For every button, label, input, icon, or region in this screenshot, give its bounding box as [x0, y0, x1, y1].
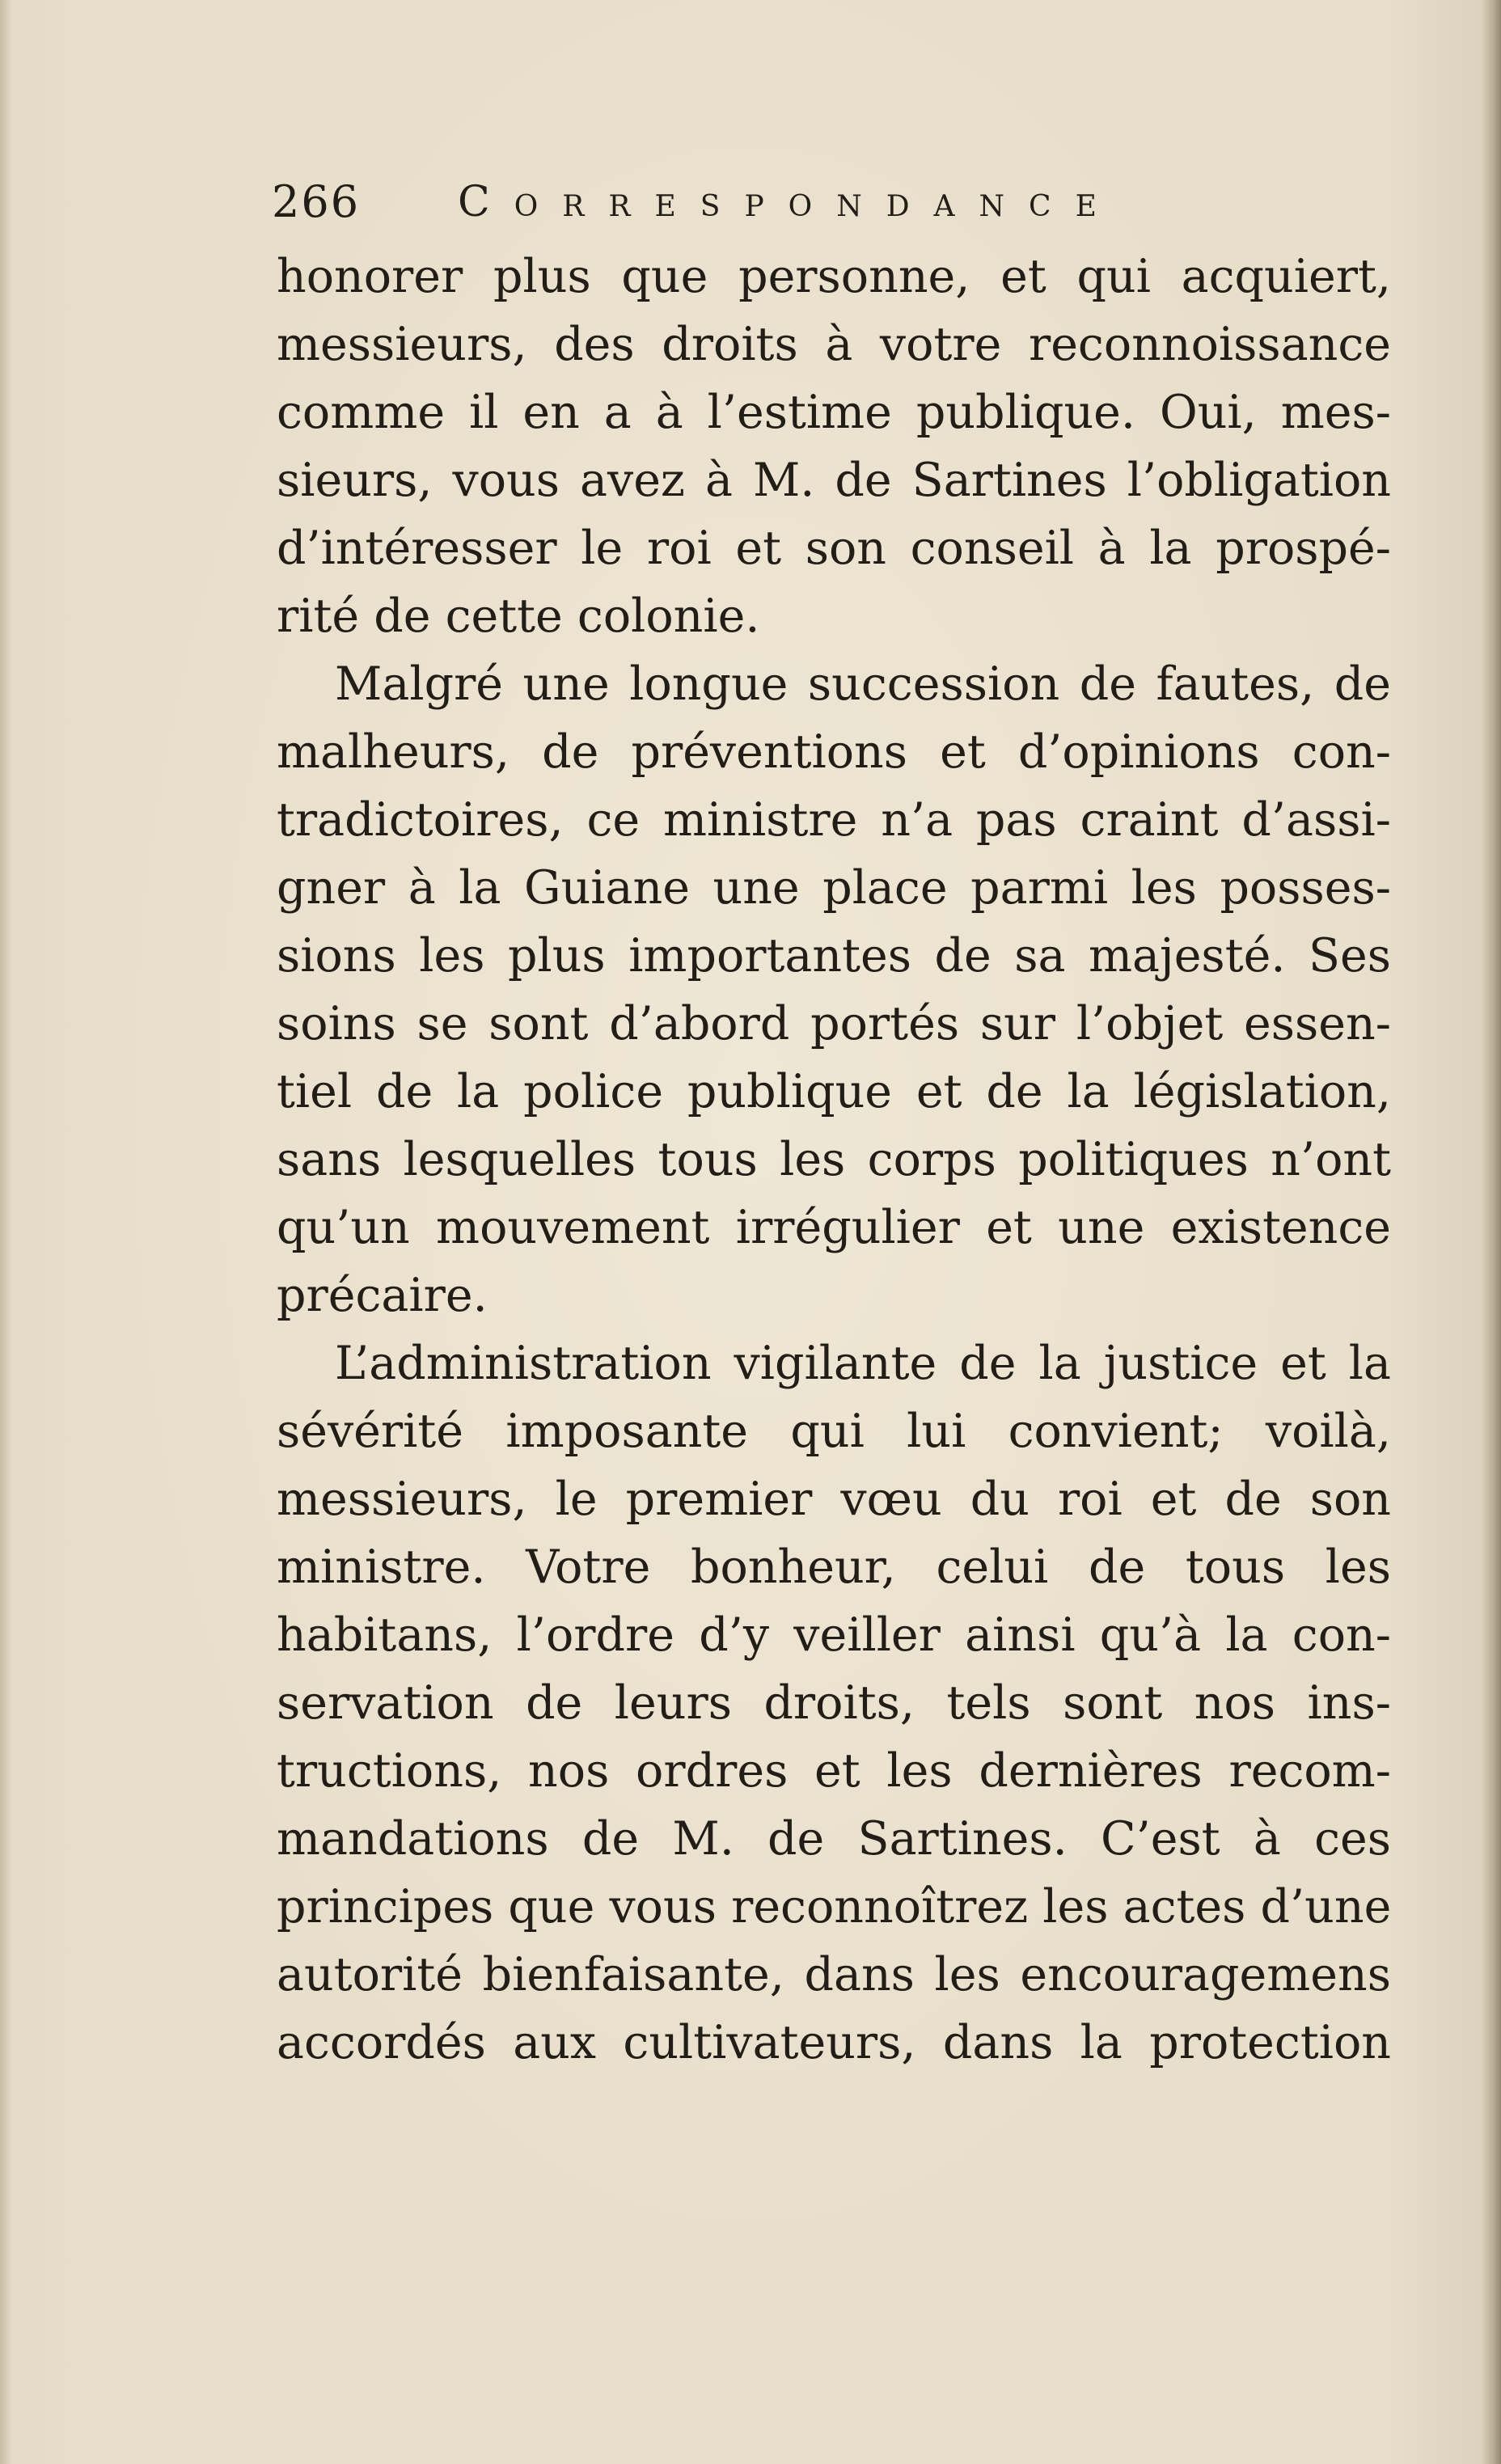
paragraph-3 [277, 1329, 1391, 2077]
page-binding-gutter [1482, 0, 1501, 2464]
text-line: principes que vous reconnoîtrez les actes d’une [277, 1880, 1392, 1934]
text-line: ministre. Votre bonheur, celui de tous les [277, 1541, 1391, 1594]
text-line: qu’un mouvement irrégulier et une existence [277, 1201, 1391, 1254]
text-line: tiel de la police publique et de la législation, [277, 1065, 1391, 1118]
text-line: sions les plus importantes de sa majesté. Ses [277, 929, 1391, 983]
text-line: tructions, nos ordres et les dernières recom- [277, 1744, 1391, 1798]
running-title: Correspondance [458, 178, 1121, 226]
text-line: sieurs, vous avez à M. de Sartines l’obligation [277, 454, 1391, 507]
text-line: habitans, l’ordre d’y veiller ainsi qu’à la con- [277, 1608, 1391, 1662]
text-line: soins se sont d’abord portés sur l’objet essen- [277, 997, 1391, 1050]
text-line: messieurs, le premier vœu du roi et de son [277, 1473, 1391, 1526]
text-line: messieurs, des droits à votre reconnoissance [277, 318, 1391, 371]
page-left-edge [0, 0, 11, 2464]
page-number: 266 [272, 176, 361, 227]
text-line: Malgré une longue succession de fautes, de [335, 657, 1391, 711]
text-line: rité de cette colonie. [277, 590, 760, 643]
text-line: malheurs, de préventions et d’opinions con- [277, 725, 1391, 779]
text-line: honorer plus que personne, et qui acquiert, [277, 250, 1391, 303]
text-line: précaire. [277, 1269, 488, 1322]
body-text [277, 243, 1391, 2077]
running-head [272, 166, 1396, 239]
text-line: d’intéresser le roi et son conseil à la prospé- [277, 522, 1391, 575]
paragraph-2 [277, 650, 1391, 1329]
text-line: tradictoires, ce ministre n’a pas craint d’assi- [277, 793, 1391, 847]
text-line: gner à la Guiane une place parmi les posses- [277, 861, 1391, 915]
paragraph-1 [277, 243, 1391, 650]
text-line: mandations de M. de Sartines. C’est à ces [277, 1812, 1391, 1866]
text-line: accordés aux cultivateurs, dans la protection [277, 2016, 1391, 2069]
text-line: comme il en a à l’estime publique. Oui, mes- [277, 386, 1391, 439]
text-line: autorité bienfaisante, dans les encouragemens [277, 1948, 1391, 2001]
text-line: servation de leurs droits, tels sont nos ins- [277, 1676, 1391, 1730]
text-line: sévérité imposante qui lui convient; voilà, [277, 1405, 1391, 1458]
text-line: sans lesquelles tous les corps politiques n’ont [277, 1133, 1391, 1186]
text-line: L’administration vigilante de la justice et la [335, 1337, 1391, 1390]
